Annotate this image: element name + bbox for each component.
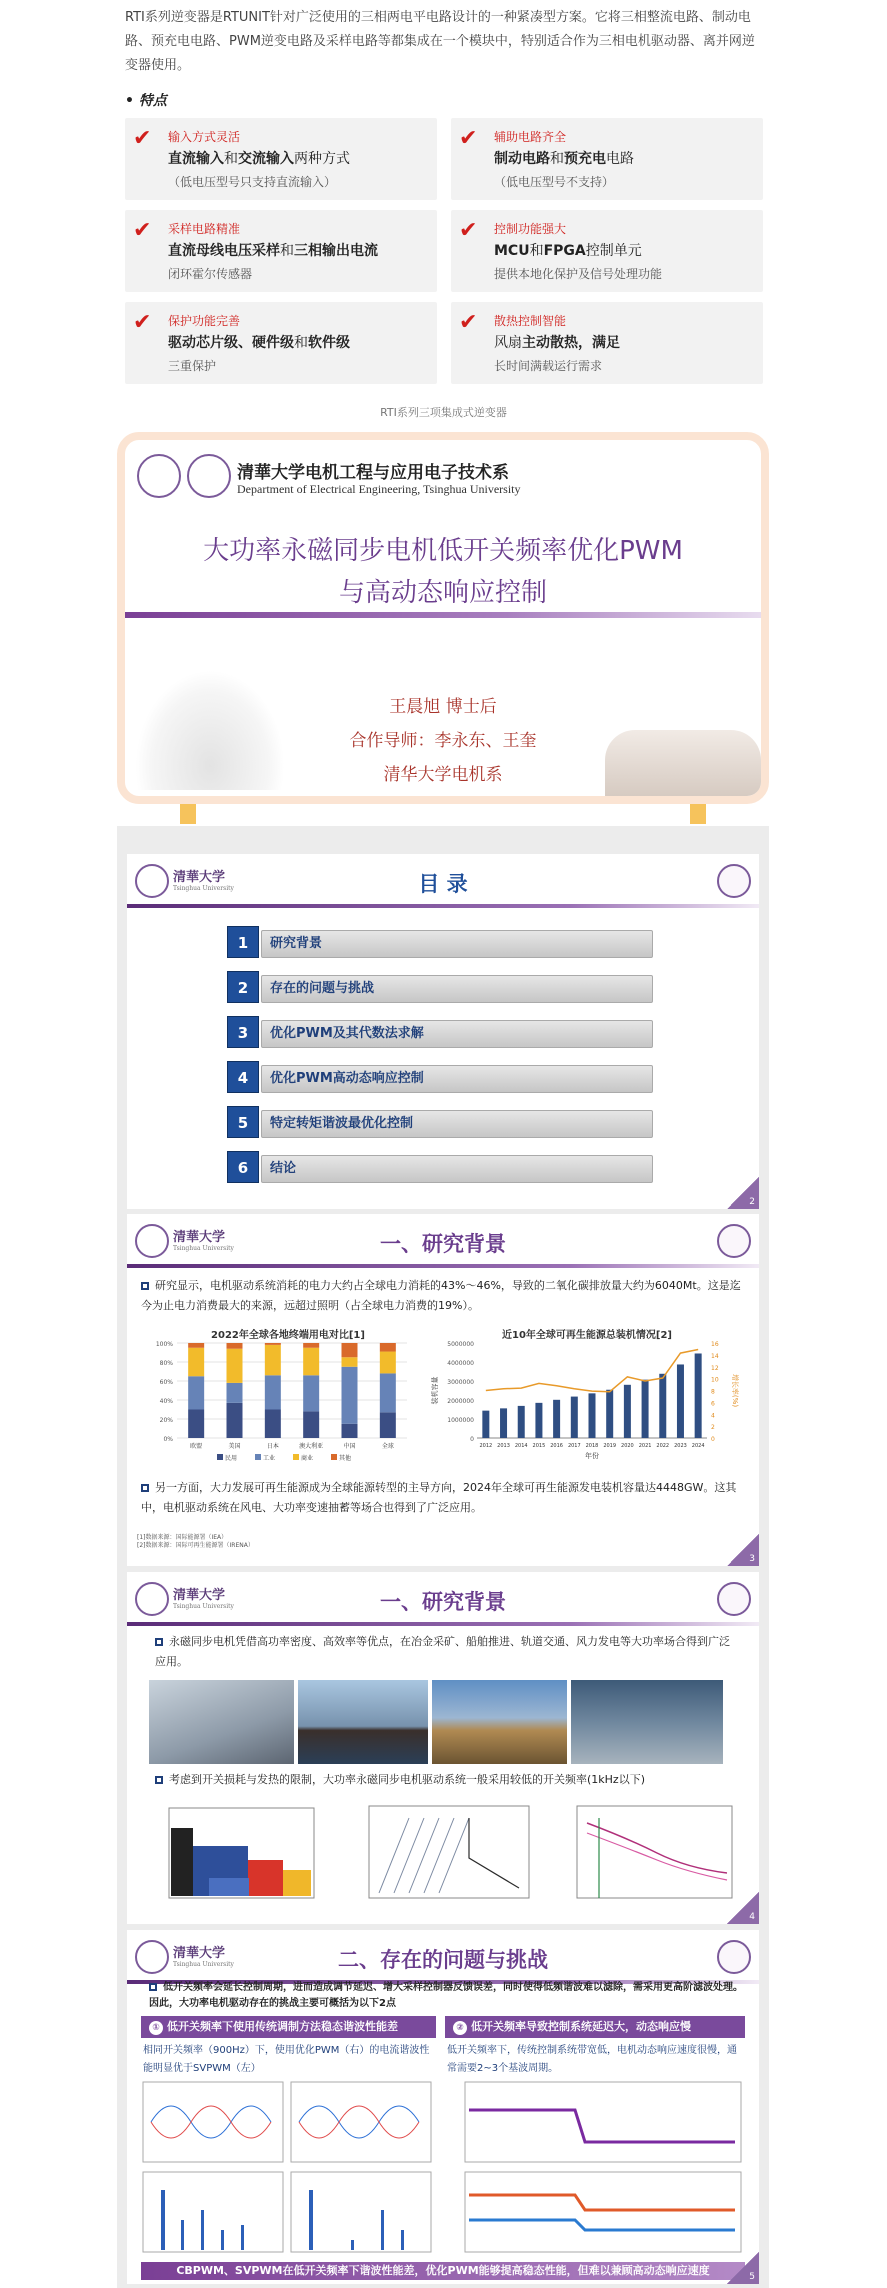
y2-tick-label: 6 [711, 1400, 715, 1408]
tsinghua-seal-icon [137, 454, 181, 498]
page-number: 2 [727, 1177, 759, 1209]
legend-label: 商业 [301, 1455, 314, 1462]
feature-subtext: （低电压型号只支持直流输入） [168, 175, 337, 189]
y2-tick-label: 16 [711, 1341, 719, 1348]
feature-main: 直流母线电压采样和三相输出电流 [168, 243, 378, 259]
bullet-paragraph: 考虑到开关损耗与发热的限制，大功率永磁同步电机驱动系统一般采用较低的开关频率(1kHz以下) [155, 1770, 735, 1790]
department-name-cn: 清華大学电机工程与应用电子技术系 [237, 463, 509, 483]
toc-number: 2 [227, 971, 259, 1003]
header-bar [127, 904, 759, 908]
bullet-paragraph: 另一方面，大力发展可再生能源成为全球能源转型的主导方向，2024年全球可再生能源发电装机容量达4448GW。这其中，电机驱动系统在风电、大功率变速抽蓄等场合也得到了广泛应用。 [141, 1481, 737, 1514]
background-slide-1 [127, 1214, 759, 1566]
bullet-paragraph: 研究显示，电机驱动系统消耗的电力大约占全球电力消耗的43%～46%，导致的二氧化碳排放量大约为6040Mt。这是迄今为止电力消费最大的来源，远超过照明（占全球电力消费的19%）。 [141, 1279, 741, 1312]
reference-2: [2]数据来源：国际可再生能源署（IRENA） [137, 1542, 254, 1549]
bar-segment [303, 1375, 319, 1411]
x-tick-label: 欧盟 [190, 1443, 203, 1450]
bullet-square-icon [155, 1776, 163, 1784]
toc-item-4[interactable] [227, 1061, 657, 1093]
bar [659, 1374, 666, 1438]
feature-main: MCU和FPGA控制单元 [494, 243, 642, 259]
feature-card [451, 210, 763, 292]
power-device-frequency-figure [149, 1798, 319, 1908]
y-tick-label: 4000000 [447, 1360, 474, 1367]
y-axis-title: 装机容量 [431, 1376, 439, 1405]
legend-swatch [217, 1454, 223, 1460]
feature-main: 驱动芯片级、硬件级和软件级 [168, 335, 350, 351]
legend-label: 民用 [225, 1455, 238, 1462]
toc-item-3[interactable] [227, 1016, 657, 1048]
y-tick-label: 5000000 [447, 1341, 474, 1348]
bar [500, 1408, 507, 1438]
bar [642, 1380, 649, 1438]
y2-tick-label: 10 [711, 1376, 719, 1384]
checkmark-icon: ✔ [459, 218, 478, 243]
bar-segment [342, 1367, 358, 1424]
growth-rate-line [486, 1350, 698, 1392]
legend-label: 其他 [339, 1455, 352, 1462]
y2-axis-title: 增长率(%) [731, 1373, 739, 1408]
current-harmonic-waveforms-figure [141, 2080, 437, 2256]
toc-label: 优化PWM高动态响应控制 [261, 1065, 653, 1093]
feature-card [125, 210, 437, 292]
bar-segment [265, 1375, 281, 1409]
bar-segment [380, 1373, 396, 1412]
toc-number: 5 [227, 1106, 259, 1138]
bar-segment [342, 1343, 358, 1357]
bar-segment [188, 1410, 204, 1439]
bar [482, 1411, 489, 1438]
y2-tick-label: 8 [711, 1388, 715, 1396]
toc-number: 4 [227, 1061, 259, 1093]
feature-main: 风扇主动散热，满足 [494, 335, 620, 351]
x-tick-label: 日本 [266, 1443, 279, 1450]
bar [624, 1385, 631, 1438]
x-tick-label: 2018 [585, 1443, 599, 1449]
x-tick-label: 2022 [656, 1443, 670, 1449]
feature-title: 散热控制智能 [494, 314, 567, 328]
y-tick-label: 0 [470, 1436, 474, 1443]
x-tick-label: 2019 [603, 1443, 617, 1449]
brand-name: 清華大学 Tsinghua University [173, 1946, 234, 1968]
x-tick-label: 2016 [550, 1443, 563, 1449]
checkmark-icon: ✔ [459, 310, 478, 335]
x-tick-label: 2023 [674, 1443, 687, 1449]
bullet-square-icon [155, 1638, 163, 1646]
y-tick-label: 100% [155, 1341, 173, 1348]
x-tick-label: 2024 [691, 1443, 705, 1449]
bar-segment [188, 1376, 204, 1409]
x-tick-label: 2014 [514, 1443, 528, 1449]
bar-segment [303, 1343, 319, 1348]
bar-segment [380, 1352, 396, 1374]
switching-frequency-curves-figure [349, 1798, 539, 1908]
bar-segment [303, 1348, 319, 1376]
x-tick-label: 2021 [638, 1443, 652, 1449]
slide-title: 二、存在的问题与挑战 [338, 1948, 548, 1972]
toc-number: 1 [227, 926, 259, 958]
checkmark-icon: ✔ [133, 126, 152, 151]
bar-segment [380, 1343, 396, 1352]
brand-name: 清華大学 Tsinghua University [173, 1588, 234, 1610]
bar-segment [265, 1410, 281, 1439]
binder-tab [690, 804, 706, 824]
challenge-2-text: 低开关频率下，传统控制系统带宽低，电机动态响应速度很慢，通常需要2~3个基波周期。 [447, 2045, 737, 2074]
chart2-title: 近10年全球可再生能源总装机情况[2] [501, 1330, 672, 1341]
bar-segment [188, 1343, 204, 1348]
bar-segment [265, 1343, 281, 1345]
toc-number: 3 [227, 1016, 259, 1048]
x-axis-title: 年份 [585, 1452, 599, 1460]
brand-name: 清華大学 Tsinghua University [173, 870, 234, 892]
bar-segment [342, 1424, 358, 1438]
features-heading: • 特点 [125, 93, 167, 109]
feature-title: 辅助电路齐全 [494, 130, 567, 144]
feature-title: 输入方式灵活 [168, 130, 241, 144]
toc-item-6[interactable] [227, 1151, 657, 1183]
y-tick-label: 40% [159, 1398, 173, 1405]
feature-subtext: （低电压型号不支持） [494, 175, 615, 189]
end-use-electricity-chart [147, 1338, 417, 1468]
feature-card [125, 302, 437, 384]
y-tick-label: 0% [163, 1436, 173, 1443]
checkmark-icon: ✔ [133, 310, 152, 335]
y2-tick-label: 14 [711, 1352, 719, 1360]
feature-subtext: 提供本地化保护及信号处理功能 [494, 267, 663, 281]
y2-tick-label: 0 [711, 1436, 715, 1443]
bar [553, 1400, 560, 1438]
page-number: 5 [727, 2252, 759, 2284]
toc-item-5[interactable] [227, 1106, 657, 1138]
y2-tick-label: 2 [711, 1424, 715, 1432]
x-tick-label: 2013 [497, 1443, 510, 1449]
reference-1: [1]数据来源：国际能源署（IEA） [137, 1534, 228, 1541]
department-name-en: Department of Electrical Engineering, Tsinghua University [237, 482, 521, 496]
slide-title: 一、研究背景 [380, 1232, 506, 1256]
checkmark-icon: ✔ [459, 126, 478, 151]
toc-title: 目 录 [418, 872, 468, 896]
feature-main: 制动电路和预充电电路 [494, 151, 634, 167]
bullet-square-icon [149, 1983, 157, 1991]
renewable-capacity-chart [427, 1338, 747, 1468]
challenge-1-text: 相同开关频率（900Hz）下，使用优化PWM（右）的电流谐波性能明显优于SVPWM（左） [143, 2045, 430, 2074]
header-bar [127, 1622, 759, 1626]
bar [606, 1390, 613, 1438]
page-number: 3 [727, 1534, 759, 1566]
x-tick-label: 全球 [381, 1443, 394, 1450]
department-logo-icon [187, 454, 231, 498]
y-tick-label: 80% [159, 1360, 173, 1367]
bar-segment [380, 1412, 396, 1438]
toc-number: 6 [227, 1151, 259, 1183]
feature-card [125, 118, 437, 200]
bar-segment [342, 1357, 358, 1367]
title-underline-bar [125, 612, 761, 618]
background-slide-2 [127, 1572, 759, 1924]
x-tick-label: 中国 [343, 1443, 356, 1450]
bar-segment [227, 1349, 243, 1383]
legend-swatch [255, 1454, 261, 1460]
x-tick-label: 2012 [479, 1443, 493, 1449]
bar [677, 1364, 684, 1438]
slide-deck [117, 826, 769, 2288]
dynamic-response-waveforms-figure [445, 2080, 745, 2256]
y2-tick-label: 12 [711, 1364, 719, 1372]
toc-label: 特定转矩谐波最优化控制 [261, 1110, 653, 1138]
high-speed-train-photo [149, 1680, 294, 1764]
cover-title-line1: 大功率永磁同步电机低开关频率优化PWM [203, 536, 683, 566]
x-tick-label: 澳大利亚 [299, 1443, 324, 1450]
challenges-slide [127, 1930, 759, 2284]
feature-card [451, 302, 763, 384]
bar [518, 1406, 525, 1438]
bar-segment [303, 1411, 319, 1438]
challenge-2-header: ② 低开关频率导致控制系统延迟大，动态响应慢 [445, 2016, 745, 2038]
toc-label: 研究背景 [261, 930, 653, 958]
binder-tab [180, 804, 196, 824]
toc-item-2[interactable] [227, 971, 657, 1003]
cover-title-line2: 与高动态响应控制 [338, 578, 547, 608]
bullet-paragraph: 低开关频率会延长控制周期，进而造成调节延迟、增大采样控制器反馈误差，同时使得低频谐波难以滤除，需采用更高阶滤波处理。因此，大功率电机驱动存在的挑战主要可概括为以下2点 [149, 1982, 743, 2009]
y-tick-label: 60% [159, 1379, 173, 1386]
x-tick-label: 美国 [228, 1443, 241, 1450]
intro-paragraph: RTI系列逆变器是RTUNIT针对广泛使用的三相两电平电路设计的一种紧凑型方案。它将三相整流电路、制动电路、预充电电路、PWM逆变电路及采样电路等都集成在一个模块中，特别适合作为三相电机驱动器、离并网逆变器使用。 [125, 10, 755, 73]
y-tick-label: 20% [159, 1417, 173, 1424]
feature-title: 保护功能完善 [168, 314, 241, 328]
mining-excavator-photo [432, 1680, 567, 1764]
checkmark-icon: ✔ [133, 218, 152, 243]
x-tick-label: 2020 [621, 1443, 634, 1449]
feature-subtext: 闭环霍尔传感器 [168, 267, 253, 281]
legend-swatch [293, 1454, 299, 1460]
cover-advisor: 合作导师：李永东、王奎 [349, 731, 537, 751]
legend-label: 工业 [263, 1455, 276, 1462]
toc-label: 优化PWM及其代数法求解 [261, 1020, 653, 1048]
feature-subtext: 长时间满载运行需求 [494, 359, 603, 373]
bar [695, 1353, 702, 1438]
brand-name: 清華大学 Tsinghua University [173, 1230, 234, 1252]
feature-title: 采样电路精准 [168, 222, 241, 236]
ship-photo [298, 1680, 428, 1764]
cover-slide [117, 432, 769, 804]
bar-segment [227, 1383, 243, 1403]
wind-generator-factory-photo [571, 1680, 723, 1764]
bullet-paragraph: 永磁同步电机凭借高功率密度、高效率等优点，在冶金采矿、船舶推进、轨道交通、风力发电等大功率场合得到广泛应用。 [155, 1635, 730, 1668]
bar-segment [188, 1348, 204, 1377]
bar [589, 1393, 596, 1438]
toc-label: 存在的问题与挑战 [261, 975, 653, 1003]
cover-organization: 清华大学电机系 [383, 765, 503, 785]
slide-title: 一、研究背景 [380, 1590, 506, 1614]
bar-segment [227, 1343, 243, 1349]
chart1-title: 2022年全球各地终端用电对比[1] [211, 1330, 365, 1341]
bullet-square-icon [141, 1484, 149, 1492]
bar [571, 1397, 578, 1438]
bar [535, 1403, 542, 1438]
x-tick-label: 2017 [567, 1443, 581, 1449]
feature-title: 控制功能强大 [494, 222, 567, 236]
feature-subtext: 三重保护 [168, 359, 217, 373]
cover-title [125, 530, 761, 614]
toc-slide [127, 854, 759, 1209]
frequency-trend-figure [557, 1798, 737, 1908]
bar-segment [265, 1345, 281, 1375]
feature-card [451, 118, 763, 200]
y-tick-label: 3000000 [447, 1379, 474, 1386]
conclusion-banner: CBPWM、SVPWM在低开关频率下谐波性能差，优化PWM能够提高稳态性能，但难以兼顾高动态响应速度 [141, 2262, 745, 2280]
feature-main: 直流输入和交流输入两种方式 [168, 151, 350, 167]
image-caption: RTI系列三项集成式逆变器 [380, 406, 507, 419]
challenge-1-header: ① 低开关频率下使用传统调制方法稳态谐波性能差 [141, 2016, 436, 2038]
y-tick-label: 1000000 [447, 1417, 474, 1424]
legend-swatch [331, 1454, 337, 1460]
bullet-square-icon [141, 1282, 149, 1290]
header-bar [127, 1264, 759, 1268]
toc-item-1[interactable] [227, 926, 657, 958]
y-tick-label: 2000000 [447, 1398, 474, 1405]
y2-tick-label: 4 [711, 1412, 715, 1420]
page-number: 4 [727, 1892, 759, 1924]
cover-author: 王晨旭 博士后 [389, 697, 497, 717]
x-tick-label: 2015 [532, 1443, 546, 1449]
toc-label: 结论 [261, 1155, 653, 1183]
bar-segment [227, 1403, 243, 1438]
